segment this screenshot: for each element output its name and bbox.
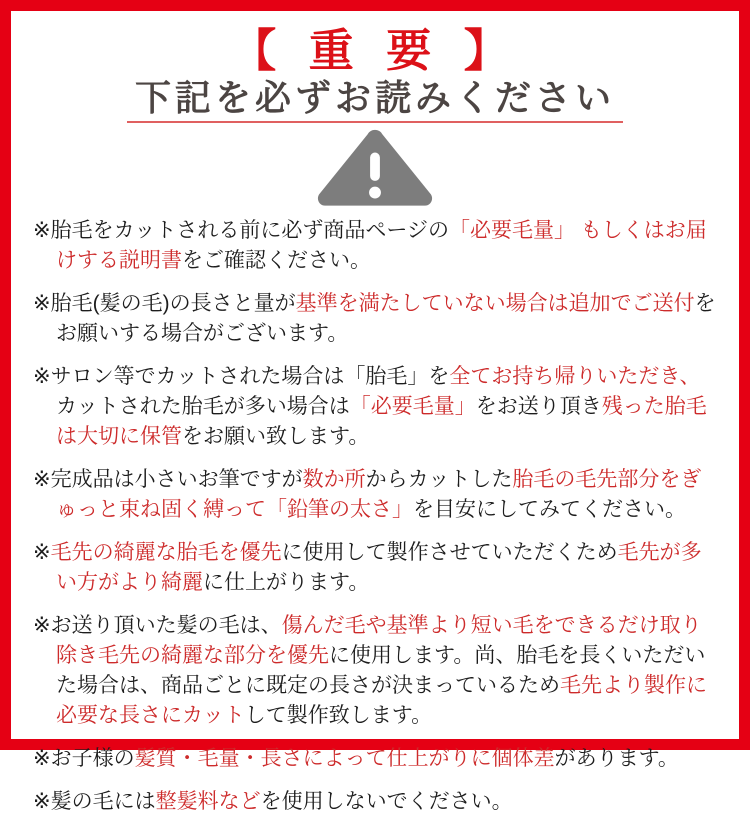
notice-item [33, 216, 717, 276]
highlighted-text: 毛先が多い方がより綺麗 [56, 540, 702, 594]
highlighted-text: 傷んだ毛や基準より短い毛をできるだけ取り除き毛先の綺麗な部分を優先 [56, 613, 702, 667]
plain-text: に使用して製作させていただくため [281, 540, 618, 564]
plain-text: ※髪の毛には [33, 789, 156, 813]
notice-list [11, 216, 739, 817]
plain-text: に仕上がります。 [203, 570, 370, 594]
plain-text: をお願い致します。 [182, 424, 370, 448]
plain-text: を目安にしてみてください。 [413, 497, 686, 521]
page-title: 【 重 要 】 [231, 25, 519, 76]
plain-text: ※お子様の [33, 746, 135, 770]
plain-text: ※お送り頂いた髪の毛は、 [33, 613, 282, 637]
plain-text: に使用します。尚、胎毛を長くいただいた場合は、商品ごとに既定の長さが決まっているため [56, 643, 706, 697]
highlighted-text: 「必要毛量」 [349, 394, 476, 418]
plain-text: して製作致します。 [244, 703, 433, 727]
plain-text: カットされた胎毛が多い場合は [56, 394, 350, 418]
plain-text: ※胎毛(髪の毛)の長さと量が [33, 291, 296, 315]
page-subtitle: 下記を必ずお読みください [127, 80, 623, 123]
plain-text: があります。 [554, 746, 679, 770]
notice-item [33, 362, 717, 452]
highlighted-text: 残った胎毛は大切に保管 [56, 394, 707, 448]
plain-text: からカットした [365, 467, 513, 491]
plain-text: をご確認ください。 [182, 248, 371, 272]
highlighted-text: 整髪料など [155, 789, 261, 813]
highlighted-text: 毛先より製作に必要な長さにカット [56, 673, 707, 727]
plain-text: をお願いする場合がございます。 [56, 291, 716, 345]
highlighted-text: 髪質・毛量・長さによって仕上がりに個体差 [134, 746, 555, 770]
notice-item [33, 744, 717, 774]
plain-text: ※胎毛をカットされる前に必ず商品ページの [33, 218, 449, 242]
highlighted-text: 胎毛の毛先部分をぎゅっと束ね固く縛って「鉛筆の太さ」 [56, 467, 702, 521]
notice-item [33, 289, 717, 349]
notice-item [33, 538, 717, 598]
notice-item [33, 611, 717, 731]
warning-triangle-icon [11, 128, 739, 208]
highlighted-text: 毛先の綺麗な胎毛を優先 [50, 540, 282, 564]
plain-text: をお送り頂き [475, 394, 602, 418]
plain-text: ※ [33, 540, 51, 564]
page-subtitle-row [11, 76, 739, 123]
highlighted-text: 基準を満たしていない場合は追加でご送付 [295, 291, 695, 315]
notice-item [33, 465, 717, 525]
highlighted-text: 全てお持ち帰りいただき、 [449, 364, 701, 388]
plain-text: ※完成品は小さいお筆ですが [33, 467, 303, 491]
plain-text: を使用しないでください。 [260, 789, 513, 813]
notice-item [33, 787, 717, 817]
highlighted-text: 「必要毛量」 もしくはお届けする説明書 [56, 218, 707, 272]
highlighted-text: 数か所 [302, 467, 366, 491]
plain-text: ※サロン等でカットされた場合は「胎毛」を [33, 364, 450, 388]
